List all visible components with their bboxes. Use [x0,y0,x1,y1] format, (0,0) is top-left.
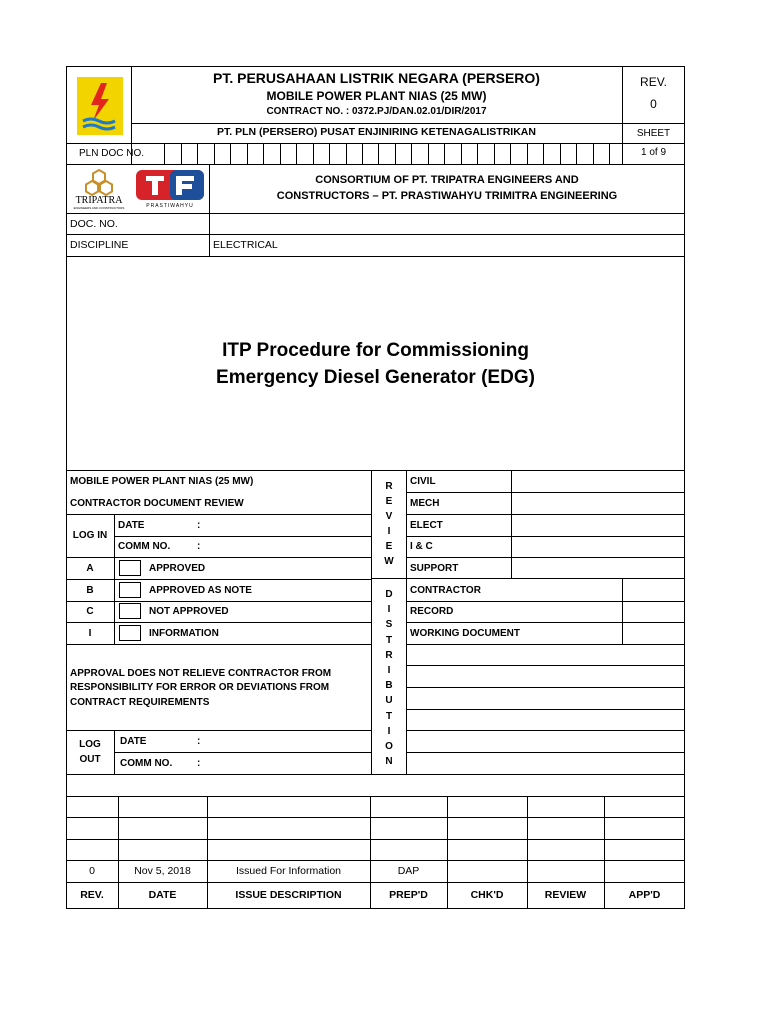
contract-number: CONTRACT NO. : 0372.PJ/DAN.02.01/DIR/2017 [266,106,487,117]
doc-number-cell-divider [560,143,561,164]
revision-row-rev: 0 [89,865,95,877]
disclaimer-line-3: CONTRACT REQUIREMENTS [70,697,210,708]
doc-number-cell-divider [395,143,396,164]
division-name: PT. PLN (PERSERO) PUSAT ENJINIRING KETENAGALISTRIKAN [217,126,536,138]
log-in-comm-label: COMM NO. [118,541,171,552]
document-title-line-1: ITP Procedure for Commissioning [222,340,529,361]
sheet-label: SHEET [636,128,671,139]
log-in-label: LOG IN [72,530,108,541]
code-i: I [88,628,92,639]
revision-row-description: Issued For Information [235,865,342,877]
tripatra-logo [70,168,128,210]
not-approved-checkbox[interactable] [119,603,141,619]
doc-number-cell-divider [593,143,594,164]
doc-no-label: DOC. NO. [70,218,118,230]
header-prepared: PREP'D [389,889,428,901]
code-a: A [86,563,94,574]
log-out-date-colon: : [197,736,201,747]
doc-number-cell-divider [263,143,264,164]
doc-number-cell-divider [461,143,462,164]
doc-number-cell-divider [296,143,297,164]
doc-number-cell-divider [214,143,215,164]
sheet-value: 1 of 9 [640,147,667,158]
log-in-date-label: DATE [118,520,145,531]
company-name: PT. PERUSAHAAN LISTRIK NEGARA (PERSERO) [213,70,540,86]
doc-number-cell-divider [477,143,478,164]
review-support: SUPPORT [410,563,459,574]
review-mech: MECH [410,498,440,509]
approved-checkbox[interactable] [119,560,141,576]
header-rev: REV. [80,889,104,901]
disclaimer-line-2: RESPONSIBILITY FOR ERROR OR DEVIATIONS FROM [70,682,330,693]
doc-number-cell-divider [346,143,347,164]
code-c: C [86,606,94,617]
doc-number-cell-divider [329,143,330,164]
review-vertical-label: R E V I E W [384,481,394,567]
pln-logo [77,77,123,135]
rev-label: REV. [640,75,667,89]
doc-number-cell-divider [444,143,445,164]
log-out-comm-colon: : [197,758,201,769]
prastiwahyu-logo-text: PRASTIWAHYU [146,203,194,209]
doc-number-cell-divider [362,143,363,164]
doc-number-cell-divider [280,143,281,164]
review-elect: ELECT [410,520,443,531]
doc-number-cell-divider [510,143,511,164]
doc-number-cell-divider [494,143,495,164]
revision-row-prepared: DAP [397,865,420,877]
log-in-comm-colon: : [197,541,201,552]
not-approved-label: NOT APPROVED [149,606,229,617]
revision-row-date: Nov 5, 2018 [134,865,191,877]
consortium-line-1: CONSORTIUM OF PT. TRIPATRA ENGINEERS AND [315,174,579,186]
review-i-and-c: I & C [410,541,433,552]
doc-number-cell-divider [576,143,577,164]
distribution-vertical-label: D I S T R I B U T I O N [385,589,393,768]
doc-number-cell-divider [181,143,182,164]
prastiwahyu-logo [134,168,206,210]
approved-label: APPROVED [149,563,206,574]
code-b: B [86,585,94,596]
tripatra-logo-text: TRIPATRA [75,195,123,206]
doc-number-cell-divider [164,143,165,164]
review-heading: CONTRACTOR DOCUMENT REVIEW [70,498,244,509]
header-checked: CHK'D [470,889,504,901]
log-out-label-2: OUT [79,754,101,765]
tripatra-logo-subtext: ENGINEERS AND CONSTRUCTORS [73,206,125,210]
doc-number-cell-divider [378,143,379,164]
log-out-label-1: LOG [79,739,101,750]
doc-number-cell-divider [411,143,412,164]
approved-as-note-label: APPROVED AS NOTE [149,585,252,596]
pln-doc-label: PLN DOC NO. [79,148,145,159]
header-date: DATE [148,889,177,901]
discipline-value: ELECTRICAL [213,239,278,251]
rev-value: 0 [650,97,657,111]
log-out-comm-label: COMM NO. [120,758,173,769]
approved-as-note-checkbox[interactable] [119,582,141,598]
review-civil: CIVIL [410,476,436,487]
log-out-date-label: DATE [120,736,147,747]
distribution-working-document: WORKING DOCUMENT [410,628,520,639]
doc-number-cell-divider [197,143,198,164]
consortium-line-2: CONSTRUCTORS – PT. PRASTIWAHYU TRIMITRA ENGINEERING [276,190,618,202]
doc-number-cell-divider [543,143,544,164]
discipline-label: DISCIPLINE [70,239,129,251]
doc-number-cell-divider [428,143,429,164]
project-name: MOBILE POWER PLANT NIAS (25 MW) [266,89,487,103]
header-issue-description: ISSUE DESCRIPTION [235,889,342,901]
distribution-record: RECORD [410,606,454,617]
doc-number-cell-divider [527,143,528,164]
information-checkbox[interactable] [119,625,141,641]
header-approved: APP'D [628,889,661,901]
review-project: MOBILE POWER PLANT NIAS (25 MW) [70,476,254,487]
doc-number-cell-divider [247,143,248,164]
information-label: INFORMATION [149,628,219,639]
distribution-contractor: CONTRACTOR [410,585,481,596]
doc-number-cell-divider [609,143,610,164]
document-title-line-2: Emergency Diesel Generator (EDG) [216,367,535,388]
doc-number-cell-divider [313,143,314,164]
header-review: REVIEW [544,889,587,901]
doc-number-cell-divider [230,143,231,164]
log-in-date-colon: : [197,520,201,531]
disclaimer-line-1: APPROVAL DOES NOT RELIEVE CONTRACTOR FROM [70,668,332,679]
